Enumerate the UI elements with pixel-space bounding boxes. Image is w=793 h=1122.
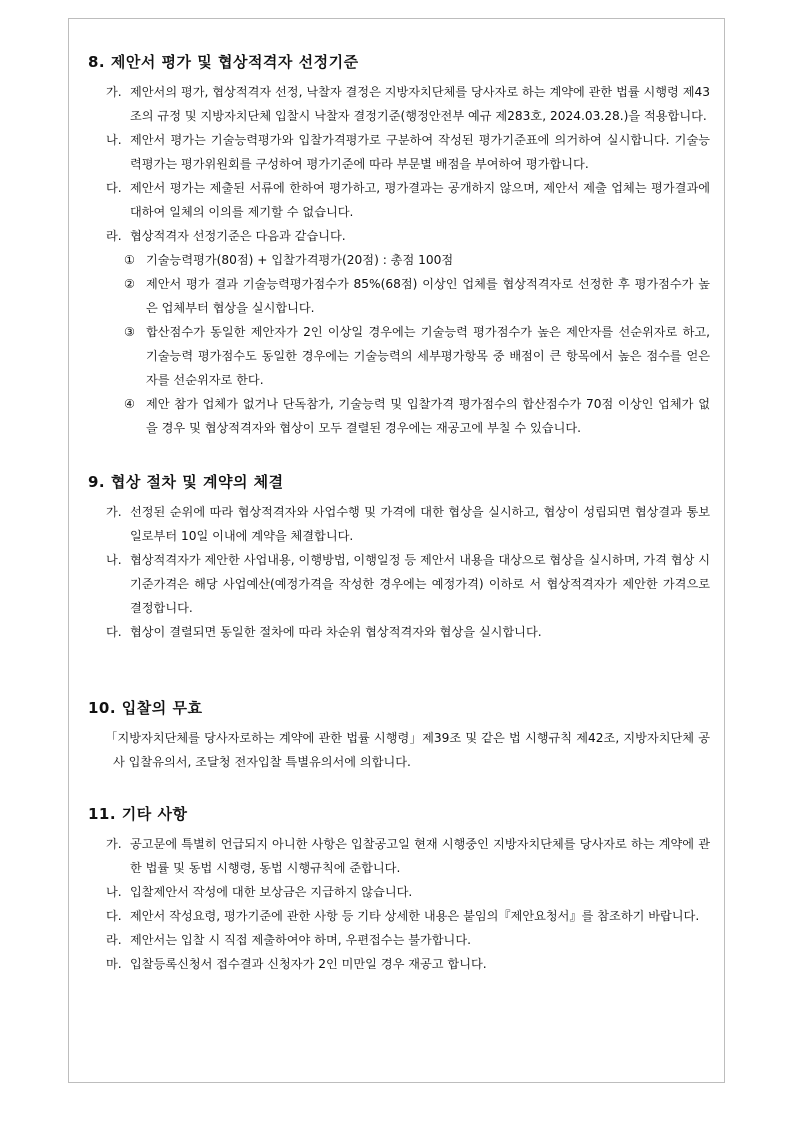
item-marker: 마. <box>106 957 122 971</box>
sub-item-text: 제안서 평가 결과 기술능력평가점수가 85%(68점) 이상인 업체를 협상적격자로 선정한 후 평가점수가 높은 업체부터 협상을 실시합니다. <box>146 277 710 315</box>
list-item <box>88 128 710 176</box>
item-text: 협상적격자가 제안한 사업내용, 이행방법, 이행일정 등 제안서 내용을 대상으로 협상을 실시하며, 가격 협상 시 기준가격은 해당 사업예산(예정가격을 작성한 경우에는 예정가격) 이하로 서 협상적격자가 제안한 가격으로 결정합니다. <box>130 553 711 615</box>
item-marker: 라. <box>106 229 122 243</box>
item-text: 입찰등록신청서 접수결과 신청자가 2인 미만일 경우 재공고 합니다. <box>130 957 487 971</box>
item-marker: 라. <box>106 933 122 947</box>
sub-item <box>88 392 710 440</box>
list-item <box>88 620 710 644</box>
item-marker: 다. <box>106 181 122 195</box>
section-9 <box>88 470 710 644</box>
sub-item-text: 합산점수가 동일한 제안자가 2인 이상일 경우에는 기술능력 평가점수가 높은 제안자를 선순위자로 하고, 기술능력 평가점수도 동일한 경우에는 기술능력의 세부평가항목 중 배점이 큰 항목에서 높은 점수를 얻은 자를 선순위자로 한다. <box>146 325 710 387</box>
sub-item-marker: ④ <box>124 397 135 411</box>
item-text: 제안서 작성요령, 평가기준에 관한 사항 등 기타 상세한 내용은 붙임의『제안요청서』를 참조하기 바랍니다. <box>130 909 700 923</box>
document-body <box>88 50 710 976</box>
item-text: 선정된 순위에 따라 협상적격자와 사업수행 및 가격에 대한 협상을 실시하고, 협상이 성립되면 협상결과 통보일로부터 10일 이내에 계약을 체결합니다. <box>130 505 710 543</box>
item-text: 제안서의 평가, 협상적격자 선정, 낙찰자 결정은 지방자치단체를 당사자로 하는 계약에 관한 법률 시행령 제43조의 규정 및 지방자치단체 입찰시 낙찰자 결정기준(행정안전부 예규 제283호, 2024.03.28.)을 적용합니다. <box>130 85 710 123</box>
section-11 <box>88 802 710 976</box>
item-marker: 다. <box>106 909 122 923</box>
section-heading: 9. 협상 절차 및 계약의 체결 <box>88 473 284 491</box>
list-item <box>88 880 710 904</box>
body-paragraph: 「지방자치단체를 당사자로하는 계약에 관한 법률 시행령」제39조 및 같은 법 시행규칙 제42조, 지방자치단체 공사 입찰유의서, 조달청 전자입찰 특별유의서에 의합니다. <box>105 731 710 769</box>
section-heading: 10. 입찰의 무효 <box>88 699 203 717</box>
item-text: 제안서 평가는 기술능력평가와 입찰가격평가로 구분하여 작성된 평가기준표에 의거하여 실시합니다. 기술능력평가는 평가위원회를 구성하여 평가기준에 따라 부문별 배점을 부여하여 평가합니다. <box>130 133 710 171</box>
section-8 <box>88 50 710 440</box>
item-marker: 가. <box>106 837 122 851</box>
sub-item <box>88 248 710 272</box>
sub-item <box>88 320 710 392</box>
sub-item-marker: ① <box>124 253 135 267</box>
item-marker: 다. <box>106 625 122 639</box>
list-item <box>88 832 710 880</box>
section-heading: 8. 제안서 평가 및 협상적격자 선정기준 <box>88 53 359 71</box>
item-marker: 가. <box>106 85 122 99</box>
list-item <box>88 952 710 976</box>
item-marker: 나. <box>106 885 122 899</box>
item-text: 협상이 결렬되면 동일한 절차에 따라 차순위 협상적격자와 협상을 실시합니다. <box>130 625 542 639</box>
sub-item-text: 기술능력평가(80점) + 입찰가격평가(20점) : 총점 100점 <box>146 253 454 267</box>
list-item <box>88 224 710 248</box>
section-10 <box>88 696 710 774</box>
sub-item-marker: ② <box>124 277 135 291</box>
item-text: 제안서는 입찰 시 직접 제출하여야 하며, 우편접수는 불가합니다. <box>130 933 471 947</box>
list-item <box>88 176 710 224</box>
item-text: 협상적격자 선정기준은 다음과 같습니다. <box>130 229 346 243</box>
list-item <box>88 500 710 548</box>
item-text: 공고문에 특별히 언급되지 아니한 사항은 입찰공고일 현재 시행중인 지방자치단체를 당사자로 하는 계약에 관한 법률 및 동법 시행령, 동법 시행규칙에 준합니다. <box>130 837 710 875</box>
sub-item-marker: ③ <box>124 325 135 339</box>
list-item <box>88 80 710 128</box>
item-marker: 나. <box>106 553 122 567</box>
item-text: 제안서 평가는 제출된 서류에 한하여 평가하고, 평가결과는 공개하지 않으며, 제안서 제출 업체는 평가결과에 대하여 일체의 이의를 제기할 수 없습니다. <box>130 181 710 219</box>
sub-item <box>88 272 710 320</box>
list-item <box>88 928 710 952</box>
list-item <box>88 904 710 928</box>
section-heading: 11. 기타 사항 <box>88 805 188 823</box>
item-marker: 가. <box>106 505 122 519</box>
item-text: 입찰제안서 작성에 대한 보상금은 지급하지 않습니다. <box>130 885 413 899</box>
sub-item-text: 제안 참가 업체가 없거나 단독참가, 기술능력 및 입찰가격 평가점수의 합산점수가 70점 이상인 업체가 없을 경우 및 협상적격자와 협상이 모두 결렬된 경우에는 재공고에 부칠 수 있습니다. <box>146 397 710 435</box>
list-item <box>88 548 710 620</box>
item-marker: 나. <box>106 133 122 147</box>
